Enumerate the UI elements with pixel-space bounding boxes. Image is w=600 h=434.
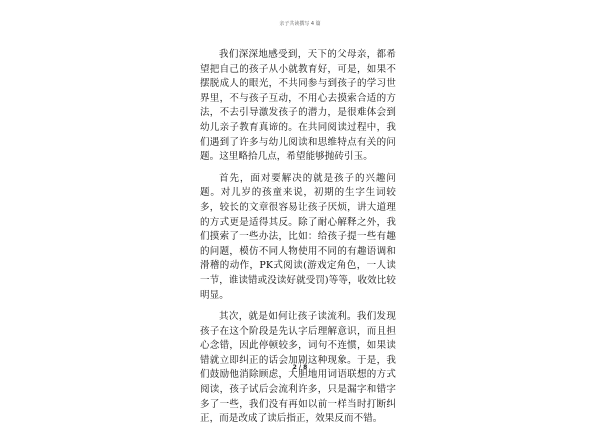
paragraph: 其次，就是如何让孩子读流利。我们发现孩子在这个阶段是先认字后理解意识，而且担心念错，因此停顿较多，词句不连惯，如果读错就立即纠正的话会加剧这种现象。于是，我们鼓励他消除顾虑，大胆地用词语联想的方式阅读，孩子试后会流利许多，只是漏字和错字多了一些，我们没有再如以前一样当时打断纠正，而是改成了读后指正，效果反而不错。 <box>200 311 396 425</box>
paragraph: 首先，面对要解决的就是孩子的兴趣问题。对儿岁的孩童来说，初期的生字生词较多，较长的文章很容易让孩子厌烦，讲大道理的方式更是适得其反。除了耐心解释之外，我们摸索了一些办法，比如：给孩子提一些有趣的问题，模仿不同人物使用不同的有趣语调和滑稽的动作，PK式阅读(游戏定角色，一人读一节，谁读错或没读好就受罚)等等，收效比较明显。 <box>200 172 396 301</box>
paragraph: 我们深深地感受到，天下的父母亲，都希望把自己的孩子从小就教育好，可是，如果不摆脱成人的眼光，不共同参与到孩子的学习世界里，不与孩子互动，不用心去摸索合适的方法，不去引导激发孩子的潜力，是很难体会到幼儿亲子教育真谛的。在共同阅读过程中，我们遇到了许多与幼儿阅读和思维特点有关的问题。这里略拾几点，希望能够抛砖引玉。 <box>200 49 396 163</box>
page-header: 亲子共读撰写 4 篇 <box>279 21 321 27</box>
body-text <box>200 48 396 434</box>
page-number: 2 / 8 <box>292 364 308 371</box>
